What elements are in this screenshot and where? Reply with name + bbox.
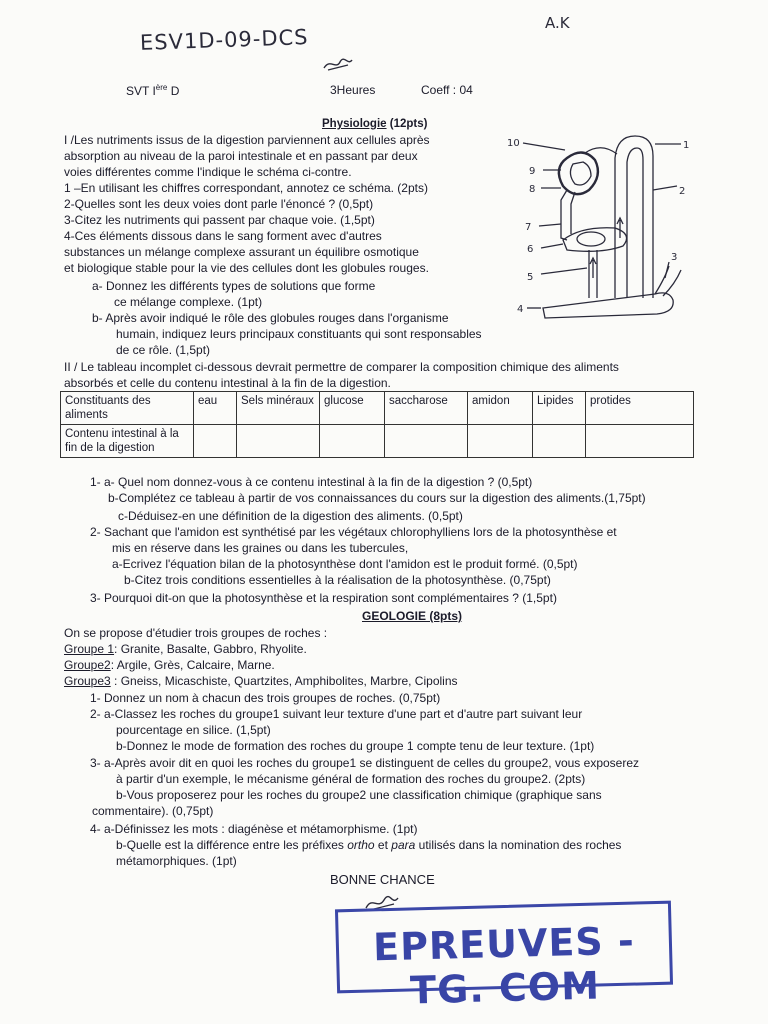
geologie-line: 3- a-Après avoir dit en quoi les roches du groupe1 se distinguent de celles du groupe2, vous exposerez xyxy=(90,756,640,770)
table-header-cell: Lipides xyxy=(533,392,586,425)
table-header-cell: amidon xyxy=(468,392,533,425)
diagram-label: 6 xyxy=(527,244,534,255)
table-header-cell: Constituants des aliments xyxy=(61,392,194,425)
geologie-line: 4- a-Définissez les mots : diagénèse et métamorphisme. (1pt) xyxy=(90,822,418,836)
comparison-table xyxy=(60,391,694,458)
closing-text: BONNE CHANCE xyxy=(330,872,435,887)
table-cell xyxy=(237,425,320,458)
diagram-label: 5 xyxy=(527,272,534,283)
part1-line: I /Les nutriments issus de la digestion parviennent aux cellules après xyxy=(64,133,430,147)
table-header-cell: Sels minéraux xyxy=(237,392,320,425)
duration: 3Heures xyxy=(330,83,376,97)
coefficient: Coeff : 04 xyxy=(421,83,473,97)
diagram-label: 3 xyxy=(671,252,678,263)
table-cell xyxy=(533,425,586,458)
diagram-label: 1 xyxy=(683,140,690,151)
table-row-label: Contenu intestinal à la fin de la digestion xyxy=(61,425,194,458)
part1-line: 1 –En utilisant les chiffres correspondant, annotez ce schéma. (2pts) xyxy=(64,181,428,195)
diagram-label: 10 xyxy=(507,138,520,149)
part1-line: 4-Ces éléments dissous dans le sang forment avec d'autres xyxy=(64,229,382,243)
diagram-label: 9 xyxy=(529,166,536,177)
physiologie-title: Physiologie (12pts) xyxy=(322,118,428,130)
part1-line: ce mélange complexe. (1pt) xyxy=(114,295,263,309)
question-line: a-Ecrivez l'équation bilan de la photosynthèse dont l'amidon est le produit formé. (0,5pt) xyxy=(112,557,578,571)
table-cell xyxy=(468,425,533,458)
part1-line: de ce rôle. (1,5pt) xyxy=(116,343,211,357)
diagram-label: 4 xyxy=(517,304,524,315)
part1-line: absorption au niveau de la paroi intestinale et en passant par deux xyxy=(64,149,418,163)
part1-line: 3-Citez les nutriments qui passent par chaque voie. (1,5pt) xyxy=(64,213,375,227)
table-header-cell: eau xyxy=(194,392,237,425)
question-line: mis en réserve dans les graines ou dans les tubercules, xyxy=(112,541,409,555)
geologie-line: b-Vous proposerez pour les roches du groupe2 une classification chimique (graphique sans xyxy=(116,788,602,802)
class-label: SVT Ière D xyxy=(126,83,180,98)
group-line: Groupe2: Argile, Grès, Calcaire, Marne. xyxy=(64,658,275,672)
geologie-line: à partir d'un exemple, le mécanisme général de formation des roches du groupe2. (2pts) xyxy=(116,772,586,786)
part1-line: b- Après avoir indiqué le rôle des globules rouges dans l'organisme xyxy=(92,311,449,325)
table-row xyxy=(61,392,694,425)
question-line: 1- a- Quel nom donnez-vous à ce contenu intestinal à la fin de la digestion ? (0,5pt) xyxy=(90,475,533,489)
diagram-label: 7 xyxy=(525,222,532,233)
diagram-label: 8 xyxy=(529,184,536,195)
geologie-line: pourcentage en silice. (1,5pt) xyxy=(116,723,271,737)
geologie-line: 2- a-Classez les roches du groupe1 suivant leur texture d'une part et d'autre part suivant leur xyxy=(90,707,583,721)
part2-line: absorbés et celle du contenu intestinal à la fin de la digestion. xyxy=(64,376,391,390)
part2-line: II / Le tableau incomplet ci-dessous devrait permettre de comparer la composition chimique des aliments xyxy=(64,360,619,374)
absorption-diagram xyxy=(505,128,705,328)
geologie-intro: On se propose d'étudier trois groupes de roches : xyxy=(64,626,328,640)
geologie-line: b-Donnez le mode de formation des roches du groupe 1 compte tenu de leur texture. (1pt) xyxy=(116,739,595,753)
question-line: b-Complétez ce tableau à partir de vos connaissances du cours sur la digestion des aliments.(1,75pt) xyxy=(108,491,646,505)
part1-line: a- Donnez les différents types de solutions que forme xyxy=(92,279,376,293)
part1-line: et biologique stable pour la vie des cellules dont les globules rouges. xyxy=(64,261,429,275)
question-line: c-Déduisez-en une définition de la digestion des aliments. (0,5pt) xyxy=(118,509,463,523)
question-line: 2- Sachant que l'amidon est synthétisé par les végétaux chlorophylliens lors de la photosynthèse et xyxy=(90,525,617,539)
geologie-line: métamorphiques. (1pt) xyxy=(116,854,237,868)
part1-line: 2-Quelles sont les deux voies dont parle l'énoncé ? (0,5pt) xyxy=(64,197,374,211)
part1-line: voies différentes comme l'indique le schéma ci-contre. xyxy=(64,165,352,179)
geologie-line: commentaire). (0,75pt) xyxy=(92,804,214,818)
table-header-cell: protides xyxy=(586,392,694,425)
group-line: Groupe3 : Gneiss, Micaschiste, Quartzites, Amphibolites, Marbre, Cipolins xyxy=(64,674,458,688)
geologie-line: b-Quelle est la différence entre les préfixes ortho et para utilisés dans la nomination des roches xyxy=(116,838,622,852)
exam-code: ESV1D-09-DCS xyxy=(139,25,309,55)
table-cell xyxy=(320,425,385,458)
website-stamp: EPREUVES - TG. COM xyxy=(335,901,673,994)
diagram-label: 2 xyxy=(679,186,686,197)
part1-line: humain, indiquez leurs principaux constituants qui sont responsables xyxy=(116,327,482,341)
table-row xyxy=(61,425,694,458)
corner-mark: A.K xyxy=(545,14,570,32)
geologie-title: GEOLOGIE (8pts) xyxy=(362,609,463,623)
part1-line: substances un mélange complexe assurant un équilibre osmotique xyxy=(64,245,419,259)
table-header-cell: saccharose xyxy=(385,392,468,425)
question-line: b-Citez trois conditions essentielles à la réalisation de la photosynthèse. (0,75pt) xyxy=(124,573,551,587)
table-cell xyxy=(385,425,468,458)
table-cell xyxy=(586,425,694,458)
geologie-line: 1- Donnez un nom à chacun des trois groupes de roches. (0,75pt) xyxy=(90,691,441,705)
group-line: Groupe 1: Granite, Basalte, Gabbro, Rhyolite. xyxy=(64,642,307,656)
signature-icon xyxy=(322,56,354,72)
table-header-cell: glucose xyxy=(320,392,385,425)
table-cell xyxy=(194,425,237,458)
question-line: 3- Pourquoi dit-on que la photosynthèse et la respiration sont complémentaires ? (1,5pt) xyxy=(90,591,557,605)
